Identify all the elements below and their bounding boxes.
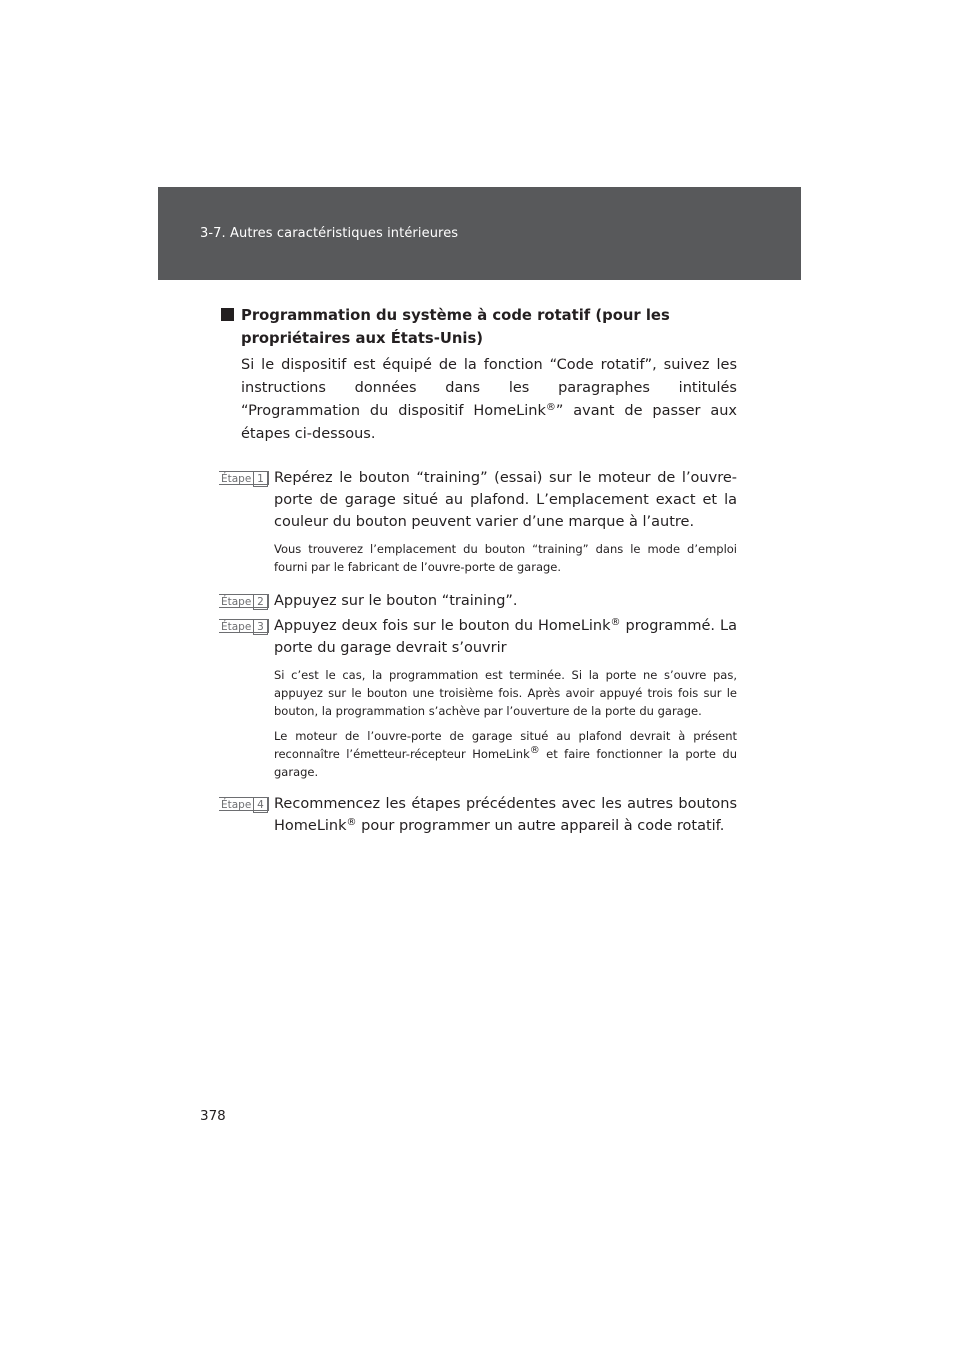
registered-mark: ® [610,617,621,628]
intro-text-part1: Si le dispositif est équipé de la fonction “Code rotatif”, suivez les instructions données dans les paragraphes intitulés “Programmation du dispositif HomeLink [241,357,737,419]
step-4 [219,793,737,837]
step-number: 4 [253,797,268,813]
step-3 [219,615,737,781]
step-4-label [219,797,269,811]
step-3-text-part2: programmé. La porte du garage devrait s’ouvrir [274,618,737,656]
step-2-text: Appuyez sur le bouton “training”. [274,593,518,609]
chapter-header-band [158,187,801,280]
step-1-text: Repérez le bouton “training” (essai) sur le moteur de l’ouvre-porte de garage situé au plafond. L’emplacement exact et la couleur du bouton peuvent varier d’une marque à l’autre. [274,470,737,530]
step-3-text-part1: Appuyez deux fois sur le bouton du HomeLink [274,618,611,634]
step-4-text [274,793,737,837]
step-1-note: Vous trouverez l’emplacement du bouton “training” dans le mode d’emploi fourni par le fabricant de l’ouvre-porte de garage. [274,542,737,574]
step-4-text-part2: pour programmer un autre appareil à code rotatif. [356,818,725,834]
intro-paragraph [241,354,737,446]
step-number: 3 [253,619,268,635]
step-2-label [219,594,269,608]
step-1 [219,467,737,576]
step-label-text: Étape [221,596,252,608]
step-3-note-2 [274,727,737,781]
square-bullet-icon [221,308,234,321]
step-label-text: Étape [221,621,252,633]
section-title: 3-7. Autres caractéristiques intérieures [200,226,459,241]
step-number: 1 [253,471,268,487]
step-label-text: Étape [221,473,252,485]
step-3-text [274,615,737,659]
step-number: 2 [253,594,268,610]
page-number: 378 [200,1108,226,1124]
step-label-text: Étape [221,799,252,811]
step-4-text-part1: Recommencez les étapes précédentes avec les autres boutons HomeLink [274,796,737,834]
step-3-note-2-part1: Le moteur de l’ouvre-porte de garage situé au plafond devrait à présent reconnaître l’émetteur-récepteur HomeLink [274,729,737,761]
step-3-note-2-part2: et faire fonctionner la porte du garage. [274,747,738,779]
step-3-note-1: Si c’est le cas, la programmation est terminée. Si la porte ne s’ouvre pas, appuyez sur le bouton une troisième fois. Après avoir appuyé trois fois sur le bouton, la programmation s’achève par l’ouverture de la porte du garage. [274,668,737,718]
section-heading [221,304,737,350]
step-2 [219,590,737,612]
step-1-label [219,471,269,485]
registered-mark: ® [529,745,540,756]
step-3-label [219,619,269,633]
section-heading-text: Programmation du système à code rotatif (pour les propriétaires aux États-Unis) [241,307,670,347]
registered-mark: ® [545,402,556,413]
intro-text-part2: ” avant de passer aux étapes ci-dessous. [241,403,737,442]
registered-mark: ® [346,817,357,828]
page-content [219,304,737,837]
